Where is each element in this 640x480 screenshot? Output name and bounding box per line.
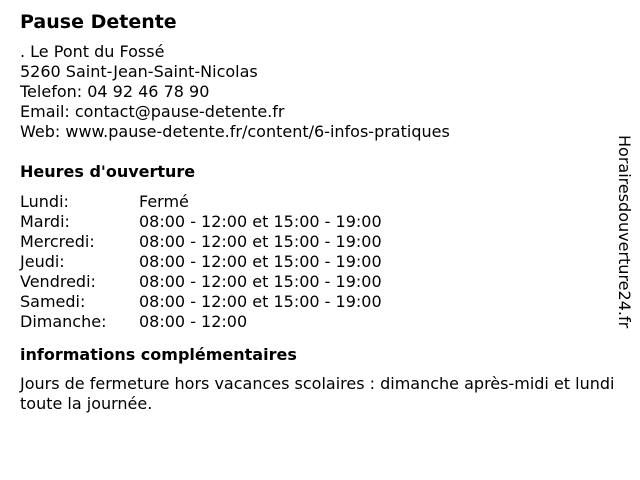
hours-heading: Heures d'ouverture xyxy=(20,162,196,181)
hours-row xyxy=(20,192,382,212)
business-name: Pause Detente xyxy=(20,11,177,33)
day-label: Jeudi: xyxy=(20,252,65,271)
day-label: Lundi: xyxy=(20,192,69,211)
day-hours: 08:00 - 12:00 et 15:00 - 19:00 xyxy=(139,272,382,291)
day-label: Mercredi: xyxy=(20,232,95,251)
day-hours: 08:00 - 12:00 et 15:00 - 19:00 xyxy=(139,212,382,231)
email-line: Email: contact@pause-detente.fr xyxy=(20,102,285,121)
contact-block xyxy=(20,42,610,142)
site-watermark: Horairesdouverture24.fr xyxy=(615,135,634,329)
hours-row xyxy=(20,272,382,292)
day-hours: 08:00 - 12:00 xyxy=(139,312,248,331)
info-text: Jours de fermeture hors vacances scolaires : dimanche après-midi et lundi toute la journée. xyxy=(20,374,615,413)
business-card xyxy=(20,10,615,414)
address-street: . Le Pont du Fossé xyxy=(20,42,165,61)
opening-hours-table xyxy=(20,192,382,332)
hours-row xyxy=(20,252,382,272)
day-label: Samedi: xyxy=(20,292,86,311)
phone-line: Telefon: 04 92 46 78 90 xyxy=(20,82,210,101)
hours-row xyxy=(20,292,382,312)
day-hours: 08:00 - 12:00 et 15:00 - 19:00 xyxy=(139,232,382,251)
day-hours: Fermé xyxy=(139,192,189,211)
web-line: Web: www.pause-detente.fr/content/6-infos-pratiques xyxy=(20,122,450,141)
day-hours: 08:00 - 12:00 et 15:00 - 19:00 xyxy=(139,292,382,311)
hours-row xyxy=(20,232,382,252)
hours-row xyxy=(20,212,382,232)
day-label: Vendredi: xyxy=(20,272,96,291)
day-hours: 08:00 - 12:00 et 15:00 - 19:00 xyxy=(139,252,382,271)
info-heading: informations complémentaires xyxy=(20,345,297,364)
day-label: Dimanche: xyxy=(20,312,107,331)
day-label: Mardi: xyxy=(20,212,70,231)
hours-row xyxy=(20,312,382,332)
address-city: 5260 Saint-Jean-Saint-Nicolas xyxy=(20,62,258,81)
